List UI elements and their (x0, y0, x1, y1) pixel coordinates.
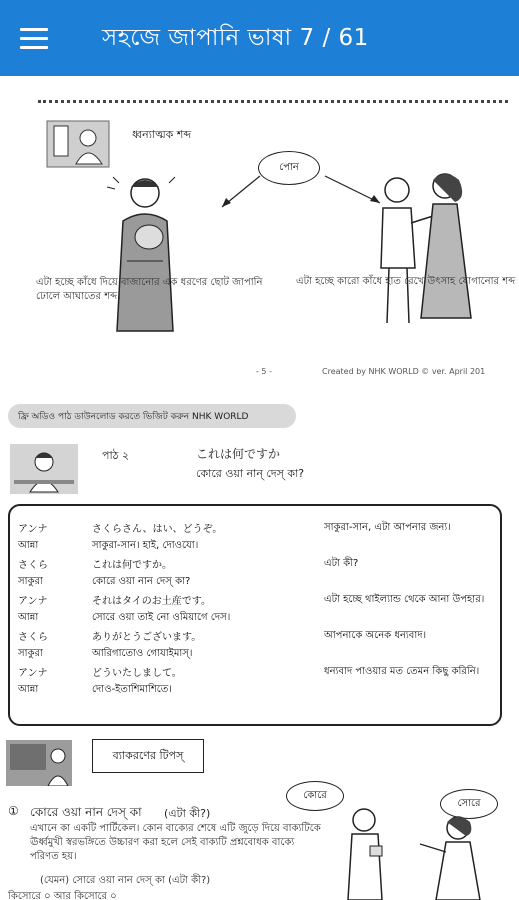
dialogue-row: さくら ありがとうございます。 আপনাকে অনেক ধন্যবাদ। (18, 630, 427, 643)
page-number: - 5 - (256, 367, 272, 376)
dialogue-row: আন্না সাকুরা-সান। হাই, দোওযো। (18, 540, 199, 551)
dialogue-row: আন্না দোও-ইতাশিমাশিতে। (18, 684, 172, 695)
caption-left: এটা হচ্ছে কাঁধে দিয়ে বাজানোর এক ধরণের ছোট জাপানি ঢোলে আঘাতের শব্দ। (36, 277, 263, 302)
lesson-title-bn: কোরে ওয়া নান্ দেস্ কা? (196, 467, 305, 480)
document-viewer[interactable] (0, 76, 519, 900)
lesson-thumbnail (10, 444, 78, 494)
students-illustration (340, 806, 510, 900)
speech-bubble-sore: সোরে (440, 789, 498, 819)
point-number: ① (8, 804, 19, 818)
divider (38, 100, 508, 103)
point-gloss: (এটা কী?) (164, 807, 211, 820)
section-label: ধ্বন্যাত্মক শব্দ (132, 128, 192, 141)
grammar-next-line: কিসোরে ০ আর কিসোরে ০ (8, 891, 117, 900)
menu-icon[interactable] (20, 16, 64, 60)
caption-right: এটা হচ্ছে কারো কাঁধে হাত রেখে উৎসাহ যোগানোর শব্দ (296, 276, 516, 287)
speech-bubble-kore: কোরে (286, 781, 344, 811)
arrows (200, 171, 390, 221)
point-title: কোরে ওয়া নান দেস্ কা (30, 805, 142, 819)
drummer-illustration (105, 171, 183, 341)
dialogue-row: さくら これは何ですか。 এটা কী? (18, 558, 359, 571)
dialogue-row: アンナ さくらさん、はい、どうぞ。 সাকুরা-সান, এটা আপনার জন্য। (18, 522, 451, 535)
download-banner[interactable]: ফ্রি অডিও পাঠ ডাউনলোড করতে ভিজিট করুন NHK WORLD (8, 404, 296, 428)
dialogue-row: アンナ どういたしまして。 ধন্যবাদ পাওয়ার মত তেমন কিছু করিনি। (18, 666, 480, 679)
grammar-tips-label: ব্যাকরণের টিপস্ (92, 739, 204, 773)
dialogue-row: アンナ それはタイのお土産です。 এটা হচ্ছে থাইল্যান্ড থেকে আনা উপহার। (18, 594, 485, 607)
illustration-thumbnail (46, 120, 110, 168)
dialogue-row: আন্না সোরে ওয়া তাই নো ওমিয়াগে দেস। (18, 612, 231, 623)
encouragement-illustration (375, 168, 475, 333)
page-title: সহজে জাপানি ভাষা 7 / 61 (102, 24, 369, 51)
lesson-number: পাঠ ২ (102, 449, 130, 462)
page-footer: Created by NHK WORLD © ver. April 201 (322, 367, 486, 376)
grammar-example: (যেমন) সোরে ওয়া নান দেস্ কা (এটা কী?) (40, 875, 211, 886)
lesson-title-jp: これは何ですか (196, 447, 281, 461)
dialogue-row: সাকুরা কোরে ওয়া নান দেস্ কা? (18, 576, 191, 587)
app-bar (0, 0, 519, 76)
grammar-explanation: এখানে কা একটি পার্টিকেল। কোন বাক্যের শেষে এটি জুড়ে দিয়ে বাক্যটিকে ঊর্ধ্বমুখী স্বরভঙ্গিতে উচ্চারণ করা হলে সেই বাক্যটি প্রশ্নবোধক বাক্যে পরিণত হয়। (30, 823, 321, 862)
dialogue-box (8, 504, 502, 726)
dialogue-row: সাকুরা আরিগাতোও গোযাইমাস্। (18, 648, 193, 659)
speech-bubble: পোন (258, 151, 320, 185)
teacher-illustration (6, 740, 72, 786)
